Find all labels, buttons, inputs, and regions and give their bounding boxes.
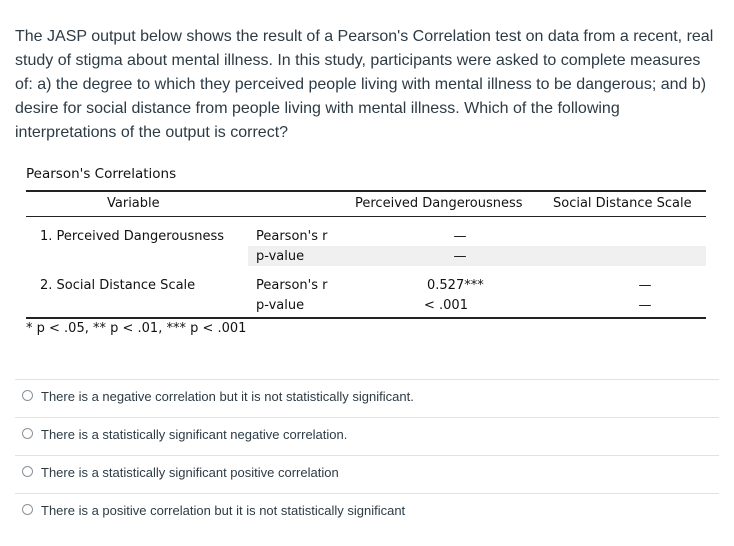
- answer-option-label: There is a statistically significant positive correlation: [41, 465, 339, 480]
- row3-col1-correlation: 0.527***: [427, 278, 484, 293]
- row4-stat: p-value: [256, 298, 305, 313]
- answer-option-label: There is a positive correlation but it is not statistically significant: [41, 503, 406, 518]
- answer-option[interactable]: [15, 455, 719, 493]
- answer-option-label: There is a negative correlation but it is not statistically significant.: [41, 389, 414, 404]
- answer-options: [15, 379, 719, 531]
- row2-col1: —: [453, 249, 467, 264]
- answer-option[interactable]: [15, 417, 719, 455]
- row2-stat: p-value: [256, 249, 305, 264]
- answer-option[interactable]: [15, 493, 719, 531]
- radio-button-icon[interactable]: [22, 504, 33, 515]
- row1-stat: Pearson's r: [256, 229, 328, 244]
- row1-variable: 1. Perceived Dangerousness: [40, 229, 225, 244]
- table-bottom-rule: [26, 317, 706, 319]
- radio-button-icon[interactable]: [22, 390, 33, 401]
- question-text: The JASP output below shows the result of a Pearson's Correlation test on data from a recent, real study of stigma about mental illness. In this study, participants were asked to complete measures of: a) the degree to which they perceived people living with mental illness to be dangerous; and b) desire for social distance from people living with mental illness. Which of the following interpretations of the output is correct?: [15, 28, 714, 141]
- row-shade: [248, 246, 706, 266]
- answer-option[interactable]: [15, 379, 719, 417]
- row3-col2: —: [638, 278, 652, 293]
- table-footnote: * p < .05, ** p < .01, *** p < .001: [26, 321, 247, 336]
- row4-col1-pvalue: < .001: [424, 298, 468, 313]
- answer-option-label: There is a statistically significant negative correlation.: [41, 427, 348, 442]
- row3-stat: Pearson's r: [256, 278, 328, 293]
- row3-variable: 2. Social Distance Scale: [40, 278, 196, 293]
- row1-col1: —: [453, 229, 467, 244]
- table-title: Pearson's Correlations: [26, 166, 177, 182]
- row4-col2: —: [638, 298, 652, 313]
- header-social-distance-scale: Social Distance Scale: [553, 196, 692, 211]
- header-rule: [26, 216, 706, 217]
- radio-button-icon[interactable]: [22, 466, 33, 477]
- table-top-rule: [26, 190, 706, 192]
- header-variable: Variable: [107, 196, 160, 211]
- header-perceived-dangerousness: Perceived Dangerousness: [355, 196, 523, 211]
- radio-button-icon[interactable]: [22, 428, 33, 439]
